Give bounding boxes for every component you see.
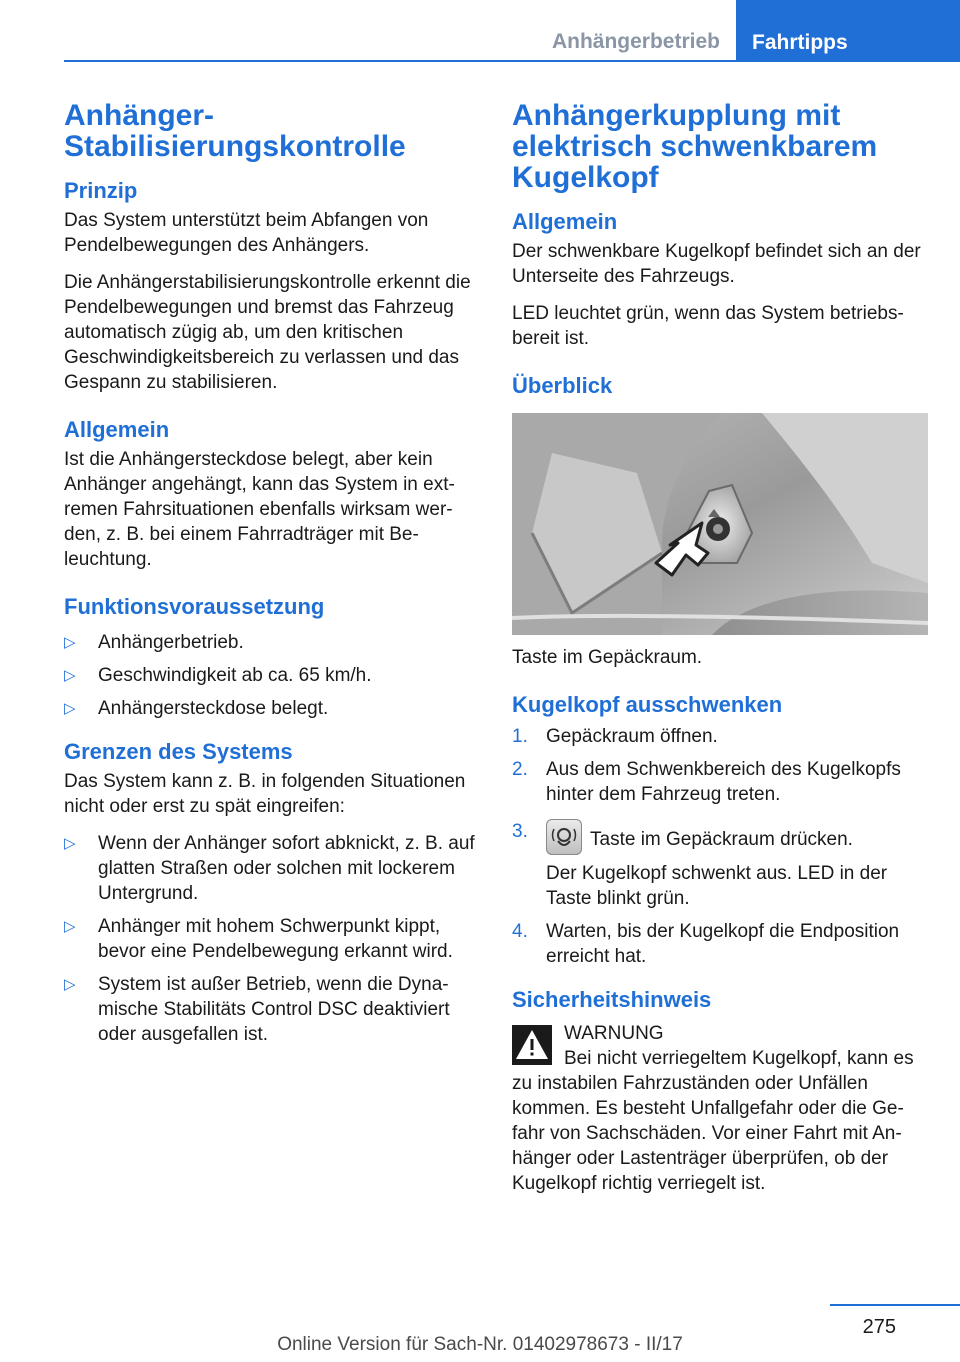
tab-anhaengerbetrieb[interactable]: Anhängerbetrieb (551, 30, 720, 53)
heading-grenzen: Grenzen des Systems (64, 739, 293, 764)
heading-kugelkopf-ausschwenken: Kugelkopf ausschwenken (512, 692, 783, 717)
footer-online-version: Online Version für Sach-Nr. 01402978673 - II/17 (277, 1334, 683, 1355)
list-item: ▷ Anhängerbetrieb. (64, 632, 244, 653)
list-item: ▷ Anhänger mit hohem Schwerpunkt kippt, bevor eine Pendelbewegung erkannt wird. (64, 916, 453, 962)
right-column (512, 100, 928, 1208)
paragraph: Das System kann z. B. in folgenden Situationen nicht oder erst zu spät eingreifen: (64, 771, 466, 817)
step-item: 2. Aus dem Schwenkbereich des Kugelkopfs hinter dem Fahrzeug treten. (512, 759, 901, 805)
list-item: ▷ System ist außer Betrieb, wenn die Dynamische Stabilitäts Control DSC deaktiviert oder ausgefallen ist. (64, 974, 450, 1045)
list-item: ▷ Wenn der Anhänger sofort abknickt, z. B. auf glatten Straßen oder solchen mit lockerem Untergrund. (64, 833, 475, 904)
heading-sicherheitshinweis: Sicherheitshinweis (512, 987, 712, 1012)
paragraph: Das System unterstützt beim Abfangen von Pendelbewegungen des Anhängers. (64, 210, 429, 256)
step-item: 4. Warten, bis der Kugelkopf die Endposition erreicht hat. (512, 921, 900, 967)
list-item: ▷ Geschwindigkeit ab ca. 65 km/h. (64, 665, 372, 686)
footer-divider (830, 1304, 960, 1306)
list-funktionsvoraussetzung (64, 630, 480, 721)
triangle-bullet-icon: ▷ (64, 634, 76, 651)
list-grenzen (64, 831, 480, 1047)
tab-fahrtipps[interactable]: Fahrtipps (736, 0, 960, 60)
warning-label: WARNUNG (564, 1023, 664, 1044)
triangle-bullet-icon: ▷ (64, 700, 76, 717)
warning-triangle-icon (512, 1025, 552, 1065)
trunk-button-photo (512, 413, 928, 635)
triangle-bullet-icon: ▷ (64, 835, 76, 852)
triangle-bullet-icon: ▷ (64, 667, 76, 684)
header-divider (64, 60, 960, 62)
trailer-hitch-button-icon (546, 819, 582, 855)
trunk-photo-illustration (512, 413, 928, 635)
paragraph: LED leuchtet grün, wenn das System betriebsbereit ist. (512, 303, 904, 349)
heading-prinzip: Prinzip (64, 178, 138, 203)
paragraph: Die Anhängerstabilisierungskontrolle erkennt die Pendelbewegungen und bremst das Fahrzeug automatisch zügig ab, um den kritischen Geschwindigkeitsbereich zu verlassen und das Gespann zu stabilisieren. (64, 272, 471, 393)
warning-box (512, 1021, 928, 1046)
section-title-stabilisierung: Anhänger-Stabilisierungskontrolle (64, 99, 406, 163)
page-header (0, 0, 960, 62)
heading-ueberblick: Überblick (512, 373, 613, 398)
page-number: 275 (862, 1316, 896, 1338)
step-item: 3. Taste im Gepäckraum drücken. Der Kugelkopf schwenkt aus. LED in der Taste blinkt grün. (512, 821, 888, 909)
heading-allgemein: Allgemein (512, 209, 618, 234)
paragraph: Ist die Anhängersteckdose belegt, aber kein Anhänger angehängt, kann das System in extremen Fahrsituationen ebenfalls wirksam werden, z. B. bei einem Fahrradträger mit Beleuchtung. (64, 449, 455, 570)
list-item: ▷ Anhängersteckdose belegt. (64, 698, 329, 719)
triangle-bullet-icon: ▷ (64, 976, 76, 993)
warning-text: Bei nicht verriegeltem Kugelkopf, kann es zu instabilen Fahrzuständen oder Unfällen kommen. Es besteht Unfallgefahr oder die Gefahr von Sachschäden. Vor einer Fahrt mit Anhänger oder Lastenträger überprüfen, ob der Kugelkopf richtig verriegelt ist. (512, 1048, 914, 1194)
heading-funktionsvoraussetzung: Funktionsvoraussetzung (64, 594, 325, 619)
heading-allgemein: Allgemein (64, 417, 170, 442)
left-column (64, 100, 480, 1059)
steps-list (512, 724, 928, 969)
triangle-bullet-icon: ▷ (64, 918, 76, 935)
figure-caption: Taste im Gepäckraum. (512, 647, 703, 668)
step-item: 1. Gepäckraum öffnen. (512, 726, 718, 747)
paragraph: Der schwenkbare Kugelkopf befindet sich an der Unterseite des Fahrzeugs. (512, 241, 921, 287)
section-title-anhaengerkupplung: Anhängerkupplung mit elektrisch schwenkbarem Kugelkopf (512, 99, 878, 194)
